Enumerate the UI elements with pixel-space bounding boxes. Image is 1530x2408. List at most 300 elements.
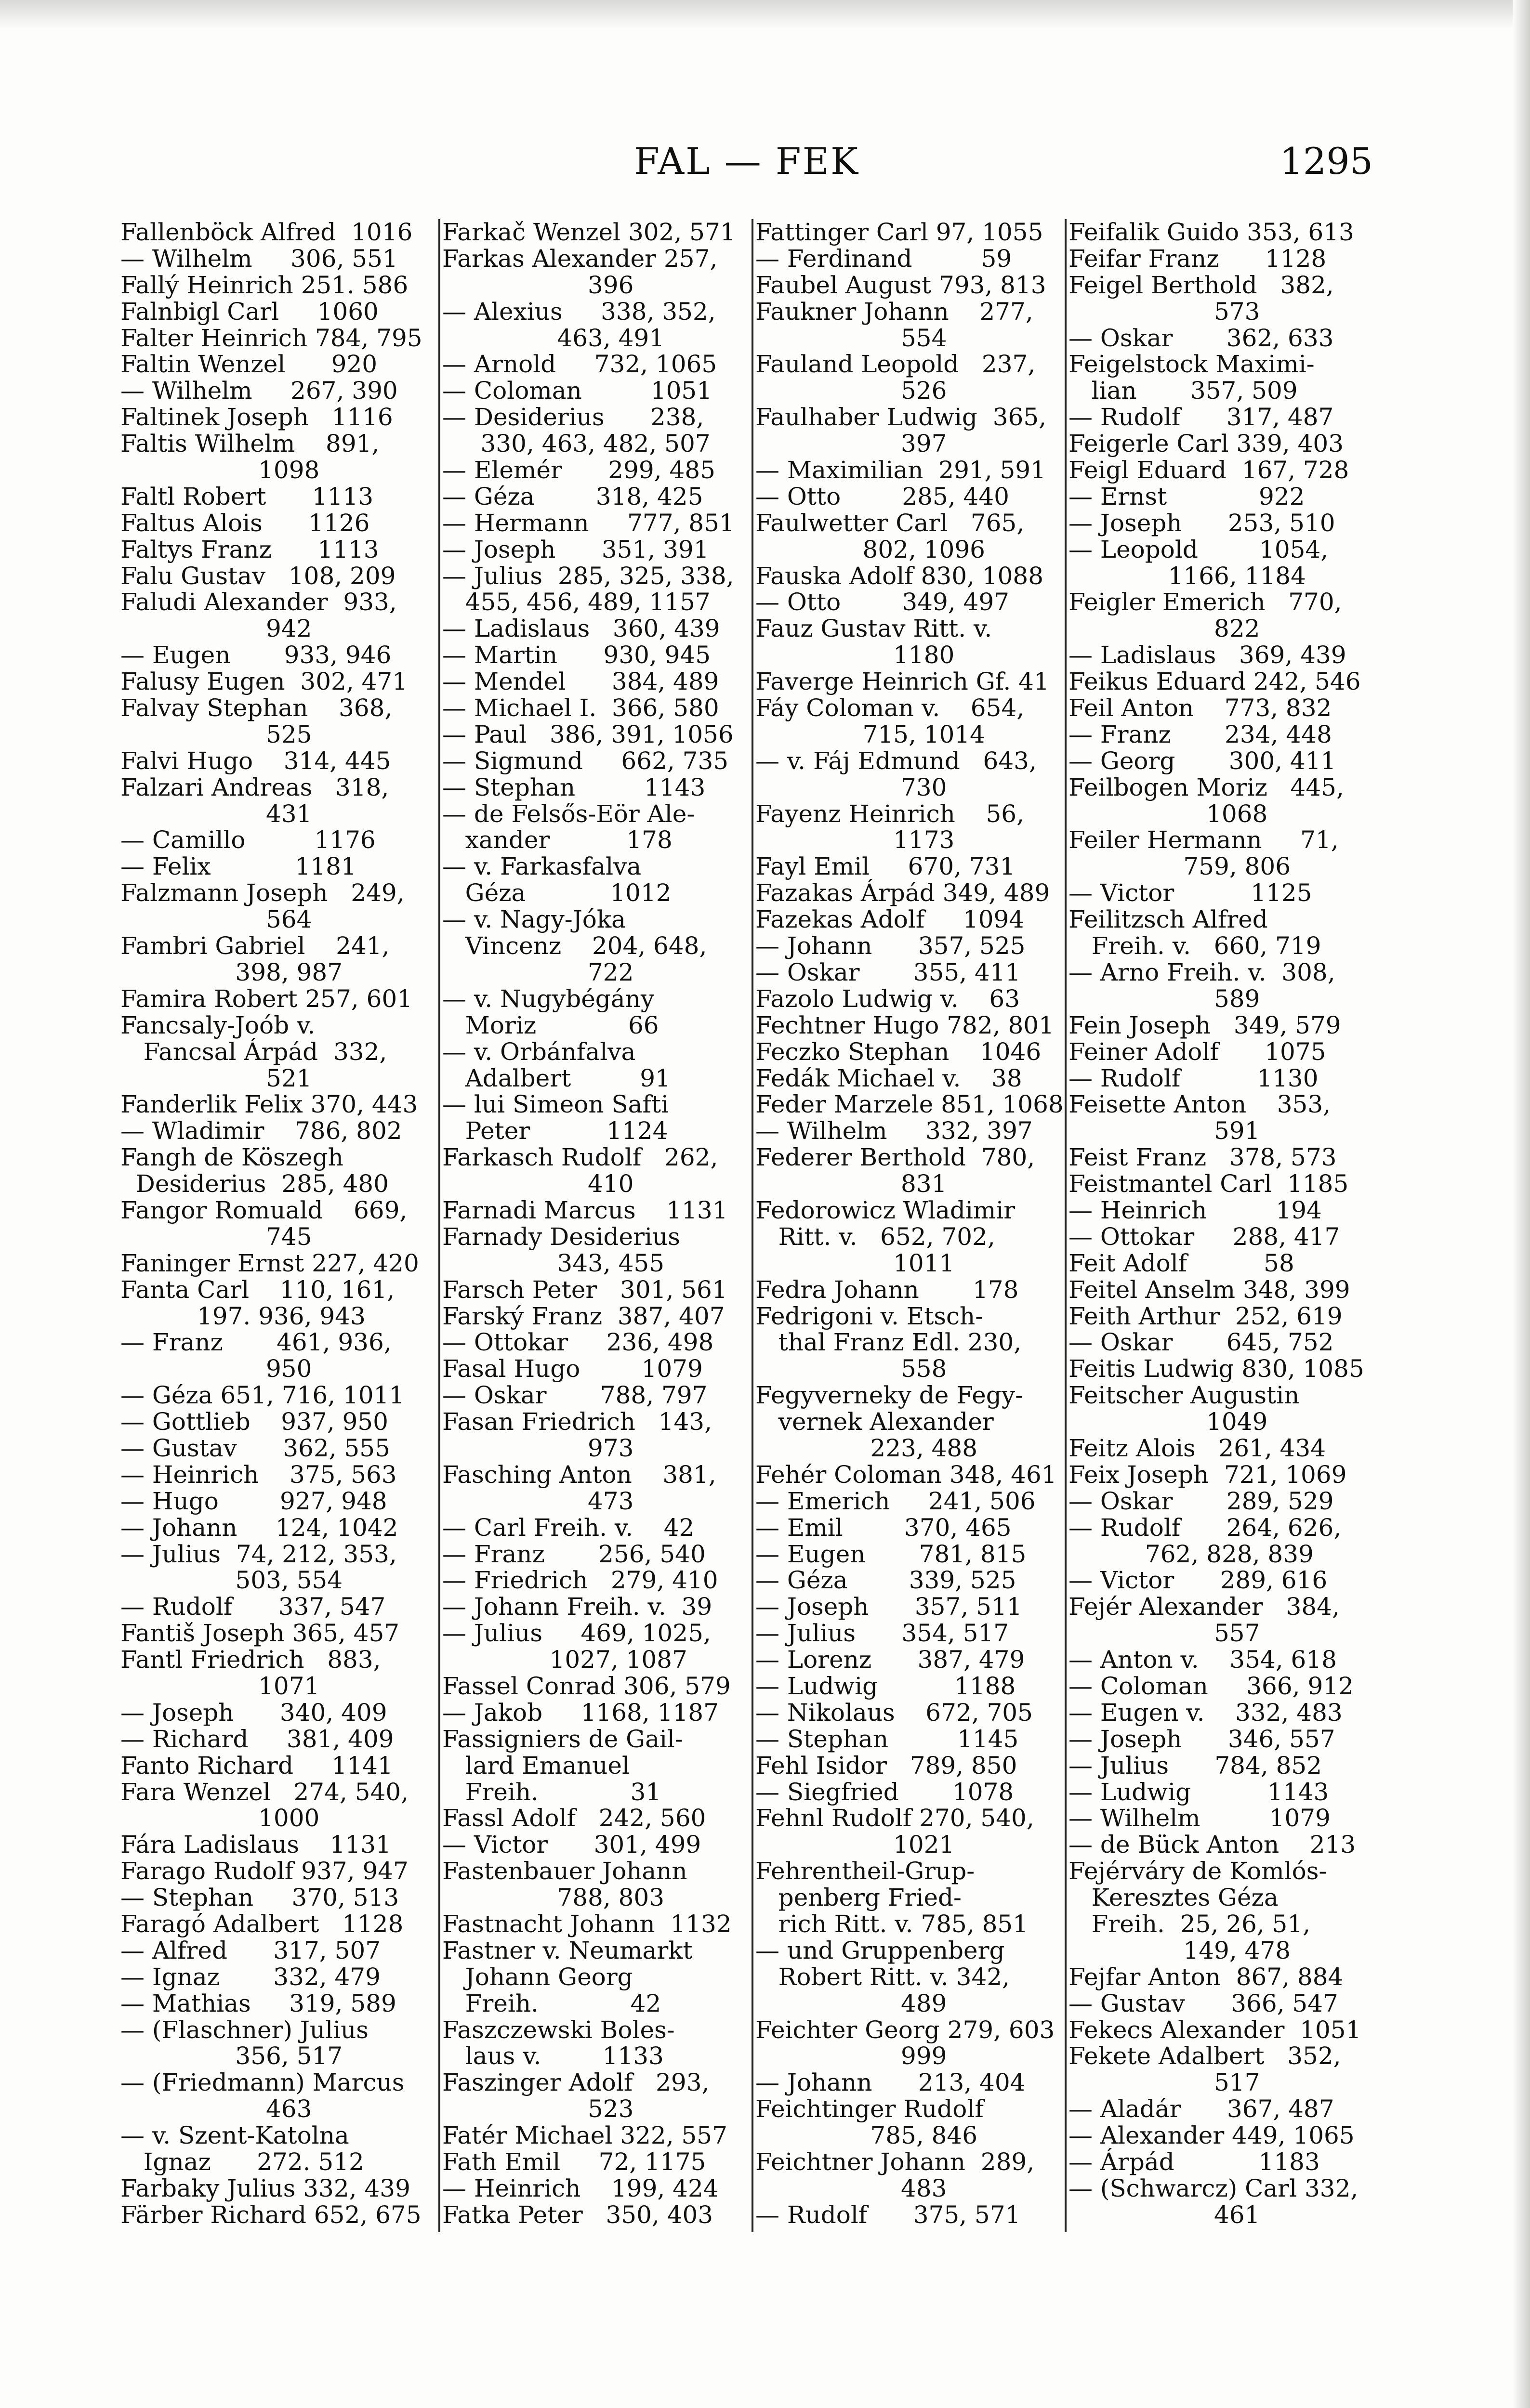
index-entry: Farkasch Rudolf 262, xyxy=(442,1143,718,1172)
index-entry: Famira Robert 257, 601 xyxy=(120,984,413,1013)
index-entry: Feikus Eduard 242, 546 xyxy=(1068,667,1361,696)
index-entry: — Heinrich 194 xyxy=(1068,1196,1322,1224)
index-entry: 461 xyxy=(1068,2200,1260,2229)
scan-edge xyxy=(0,0,1530,29)
index-entry: Feitscher Augustin xyxy=(1068,1381,1300,1410)
index-entry: Fallenböck Alfred 1016 xyxy=(120,218,413,246)
index-entry: Fauz Gustav Ritt. v. xyxy=(755,615,992,643)
index-entry: — Stephan 1145 xyxy=(755,1725,1019,1753)
index-entry: Feichter Georg 279, 603 xyxy=(755,2015,1055,2044)
index-entry: — Joseph 253, 510 xyxy=(1068,509,1335,537)
index-entry: — Julius 74, 212, 353, xyxy=(120,1540,397,1568)
index-entry: 1021 xyxy=(755,1831,955,1859)
index-entry: 431 xyxy=(120,799,312,828)
index-entry: Faukner Johann 277, xyxy=(755,297,1033,326)
index-entry: Fekete Adalbert 352, xyxy=(1068,2042,1341,2070)
index-entry: — Hermann 777, 851 xyxy=(442,509,735,537)
running-head: FAL — FEK xyxy=(634,140,859,183)
index-entry: — Coloman 1051 xyxy=(442,377,712,405)
index-entry: 573 xyxy=(1068,297,1260,326)
index-entry: — Ottokar 288, 417 xyxy=(1068,1222,1340,1251)
index-entry: — Oskar 362, 633 xyxy=(1068,324,1334,352)
index-entry: Fasal Hugo 1079 xyxy=(442,1355,703,1383)
index-entry: 197. 936, 943 xyxy=(120,1302,366,1330)
index-entry: Peter 1124 xyxy=(442,1117,668,1145)
index-entry: thal Franz Edl. 230, xyxy=(755,1328,1022,1357)
index-entry: Feix Joseph 721, 1069 xyxy=(1068,1460,1347,1489)
index-entry: rich Ritt. v. 785, 851 xyxy=(755,1910,1029,1938)
index-entry: Fambri Gabriel 241, xyxy=(120,932,390,960)
index-entry: — v. Orbánfalva xyxy=(442,1037,636,1066)
index-entry: 398, 987 xyxy=(120,958,343,986)
index-entry: — Gustav 362, 555 xyxy=(120,1434,390,1462)
index-entry: 554 xyxy=(755,324,947,352)
index-entry: — Maximilian 291, 591 xyxy=(755,456,1046,484)
index-entry: Faubel August 793, 813 xyxy=(755,271,1046,299)
index-entry: — Sigmund 662, 735 xyxy=(442,746,729,775)
index-entry: Ritt. v. 652, 702, xyxy=(755,1222,995,1251)
index-entry: Fein Joseph 349, 579 xyxy=(1068,1011,1341,1039)
index-entry: Fassel Conrad 306, 579 xyxy=(442,1672,731,1700)
index-entry: — Oskar 645, 752 xyxy=(1068,1328,1334,1357)
index-entry: 1068 xyxy=(1068,799,1268,828)
index-entry: Farkač Wenzel 302, 571 xyxy=(442,218,736,246)
index-entry: Fehl Isidor 789, 850 xyxy=(755,1751,1017,1780)
index-entry: Fallý Heinrich 251. 586 xyxy=(120,271,409,299)
index-entry: — Victor 1125 xyxy=(1068,879,1312,907)
index-entry: — Rudolf 337, 547 xyxy=(120,1593,386,1621)
index-entry: Faltus Alois 1126 xyxy=(120,509,370,537)
index-entry: — Michael I. 366, 580 xyxy=(442,694,719,722)
index-entry: Fatér Michael 322, 557 xyxy=(442,2121,727,2150)
index-entry: Freih. 31 xyxy=(442,1778,661,1806)
index-entry: 473 xyxy=(442,1487,634,1515)
index-entry: — Johann 124, 1042 xyxy=(120,1513,398,1542)
index-entry: — Felix 1181 xyxy=(120,852,356,881)
index-entry: — Alexander 449, 1065 xyxy=(1068,2121,1355,2150)
index-entry: Faszczewski Boles- xyxy=(442,2015,675,2044)
index-entry: — Franz 256, 540 xyxy=(442,1540,706,1568)
index-entry: — Hugo 927, 948 xyxy=(120,1487,387,1515)
index-entry: — v. Nugybégány xyxy=(442,984,655,1013)
index-entry: — Joseph 340, 409 xyxy=(120,1698,387,1727)
index-entry: — Joseph 346, 557 xyxy=(1068,1725,1335,1753)
index-entry: — Heinrich 199, 424 xyxy=(442,2174,719,2202)
index-entry: — Mendel 384, 489 xyxy=(442,667,719,696)
index-entry: lard Emanuel xyxy=(442,1751,630,1780)
index-entry: — Arnold 732, 1065 xyxy=(442,350,717,379)
index-entry: vernek Alexander xyxy=(755,1408,994,1436)
index-entry: Robert Ritt. v. 342, xyxy=(755,1963,1010,1991)
index-entry: — Eugen v. 332, 483 xyxy=(1068,1698,1343,1727)
index-entry: 463 xyxy=(120,2095,312,2123)
index-entry: 503, 554 xyxy=(120,1566,343,1595)
index-entry: — Ernst 922 xyxy=(1068,482,1305,510)
index-entry: Feichtinger Rudolf xyxy=(755,2095,984,2123)
index-entry: Johann Georg xyxy=(442,1963,633,1991)
index-entry: 1071 xyxy=(120,1672,320,1700)
index-entry: 715, 1014 xyxy=(755,720,985,748)
index-entry: — Wladimir 786, 802 xyxy=(120,1117,402,1145)
index-entry: 589 xyxy=(1068,984,1260,1013)
index-entry: Falvay Stephan 368, xyxy=(120,694,393,722)
index-entry: Farago Rudolf 937, 947 xyxy=(120,1857,409,1885)
index-entry: Fejér Alexander 384, xyxy=(1068,1593,1340,1621)
index-entry: — Julius 469, 1025, xyxy=(442,1619,711,1648)
column-divider xyxy=(438,219,440,2232)
index-entry: Feith Arthur 252, 619 xyxy=(1068,1302,1343,1330)
index-entry: Fazekas Adolf 1094 xyxy=(755,905,1025,934)
index-entry: Feiner Adolf 1075 xyxy=(1068,1037,1326,1066)
index-entry: 564 xyxy=(120,905,312,934)
index-entry: 942 xyxy=(120,615,312,643)
index-entry: Feifar Franz 1128 xyxy=(1068,244,1327,273)
index-entry: Fedrigoni v. Etsch- xyxy=(755,1302,984,1330)
index-entry: — Ludwig 1188 xyxy=(755,1672,1016,1700)
index-entry: — Emerich 241, 506 xyxy=(755,1487,1036,1515)
index-entry: 1000 xyxy=(120,1804,320,1832)
index-entry: 410 xyxy=(442,1170,634,1198)
column-4 xyxy=(1068,219,1371,2242)
index-entry: Falnbigl Carl 1060 xyxy=(120,297,379,326)
index-entry: — Otto 349, 497 xyxy=(755,588,1009,616)
index-entry: — Anton v. 354, 618 xyxy=(1068,1646,1337,1674)
index-entry: Faulhaber Ludwig 365, xyxy=(755,403,1047,432)
index-entry: Fejfar Anton 867, 884 xyxy=(1068,1963,1344,1991)
index-entry: — Friedrich 279, 410 xyxy=(442,1566,718,1595)
index-entry: 1180 xyxy=(755,641,955,669)
index-entry: Adalbert 91 xyxy=(442,1064,671,1092)
column-divider xyxy=(1065,219,1067,2232)
index-entry: 149, 478 xyxy=(1068,1936,1291,1964)
index-entry: Faverge Heinrich Gf. 41 xyxy=(755,667,1049,696)
index-entry: Feigel Berthold 382, xyxy=(1068,271,1334,299)
index-entry: 455, 456, 489, 1157 xyxy=(442,588,711,616)
index-entry: Feigl Eduard 167, 728 xyxy=(1068,456,1349,484)
index-entry: — Coloman 366, 912 xyxy=(1068,1672,1354,1700)
index-entry: Feilitzsch Alfred xyxy=(1068,905,1268,934)
index-entry: — Oskar 355, 411 xyxy=(755,958,1021,986)
index-entry: Fangh de Köszegh xyxy=(120,1143,343,1172)
index-entry: — Desiderius 238, xyxy=(442,403,704,432)
index-entry: — Mathias 319, 589 xyxy=(120,1989,396,2017)
index-entry: — Wilhelm 267, 390 xyxy=(120,377,398,405)
index-entry: Feigler Emerich 770, xyxy=(1068,588,1342,616)
index-entry: Desiderius 285, 480 xyxy=(120,1170,389,1198)
index-entry: Feist Franz 378, 573 xyxy=(1068,1143,1337,1172)
index-entry: Ignaz 272. 512 xyxy=(120,2148,364,2176)
page-number: 1295 xyxy=(1279,140,1373,183)
index-entry: — de Felsős-Eör Ale- xyxy=(442,799,695,828)
index-entry: Fehnl Rudolf 270, 540, xyxy=(755,1804,1034,1832)
index-entry: Fassigniers de Gail- xyxy=(442,1725,683,1753)
index-entry: Moriz 66 xyxy=(442,1011,659,1039)
index-entry: 759, 806 xyxy=(1068,852,1291,881)
index-entry: Farsch Peter 301, 561 xyxy=(442,1275,727,1304)
index-entry: — Alexius 338, 352, xyxy=(442,297,716,326)
index-entry: Keresztes Géza xyxy=(1068,1884,1279,1912)
index-entry: Faludi Alexander 933, xyxy=(120,588,397,616)
index-entry: Freih. v. 660, 719 xyxy=(1068,932,1321,960)
index-entry: Fastnacht Johann 1132 xyxy=(442,1910,732,1938)
index-entry: Feit Adolf 58 xyxy=(1068,1249,1294,1277)
index-entry: 788, 803 xyxy=(442,1884,665,1912)
index-entry: — Ludwig 1143 xyxy=(1068,1778,1329,1806)
index-entry: — Eugen 933, 946 xyxy=(120,641,392,669)
index-entry: Géza 1012 xyxy=(442,879,672,907)
index-entry: Fehér Coloman 348, 461 xyxy=(755,1460,1057,1489)
index-entry: Fauska Adolf 830, 1088 xyxy=(755,562,1044,590)
index-entry: — Rudolf 375, 571 xyxy=(755,2200,1021,2229)
index-entry: — Gustav 366, 547 xyxy=(1068,1989,1338,2017)
index-entry: — Richard 381, 409 xyxy=(120,1725,394,1753)
index-entry: 1098 xyxy=(120,456,320,484)
index-entry: — Arno Freih. v. 308, xyxy=(1068,958,1335,986)
index-entry: Faltis Wilhelm 891, xyxy=(120,430,380,458)
index-entry: — Wilhelm 306, 551 xyxy=(120,244,398,273)
index-entry: — Heinrich 375, 563 xyxy=(120,1460,397,1489)
index-entry: Falu Gustav 108, 209 xyxy=(120,562,396,590)
index-entry: Fanderlik Felix 370, 443 xyxy=(120,1090,418,1119)
index-entry: — Géza 651, 716, 1011 xyxy=(120,1381,405,1410)
index-entry: — Julius 784, 852 xyxy=(1068,1751,1322,1780)
index-entry: Faninger Ernst 227, 420 xyxy=(120,1249,419,1277)
index-entry: — v. Szent-Katolna xyxy=(120,2121,349,2150)
index-entry: Feiler Hermann 71, xyxy=(1068,826,1339,854)
index-entry: 973 xyxy=(442,1434,634,1462)
index-entry: Fantiš Joseph 365, 457 xyxy=(120,1619,400,1648)
index-entry: — (Flaschner) Julius xyxy=(120,2015,369,2044)
index-entry: — Emil 370, 465 xyxy=(755,1513,1012,1542)
index-entry: Freih. 25, 26, 51, xyxy=(1068,1910,1311,1938)
index-entry: Faltinek Joseph 1116 xyxy=(120,403,393,432)
index-entry: 483 xyxy=(755,2174,947,2202)
index-entry: Federer Berthold 780, xyxy=(755,1143,1035,1172)
index-entry: — v. Nagy-Jóka xyxy=(442,905,626,934)
index-entry: Fayl Emil 670, 731 xyxy=(755,852,1016,881)
index-entry: Feisette Anton 353, xyxy=(1068,1090,1331,1119)
index-entry: Fassl Adolf 242, 560 xyxy=(442,1804,706,1832)
index-entry: 525 xyxy=(120,720,312,748)
index-entry: Fejérváry de Komlós- xyxy=(1068,1857,1327,1885)
index-entry: — Stephan 1143 xyxy=(442,773,706,801)
index-entry: 523 xyxy=(442,2095,634,2123)
index-entry: penberg Fried- xyxy=(755,1884,962,1912)
index-entry: — Alfred 317, 507 xyxy=(120,1936,381,1964)
index-entry: lian 357, 509 xyxy=(1068,377,1298,405)
index-entry: — Elemér 299, 485 xyxy=(442,456,715,484)
index-entry: 356, 517 xyxy=(120,2042,343,2070)
index-entry: Falzmann Joseph 249, xyxy=(120,879,405,907)
index-entry: — Géza 318, 425 xyxy=(442,482,703,510)
index-entry: Feifalik Guido 353, 613 xyxy=(1068,218,1354,246)
index-entry: Fancsal Árpád 332, xyxy=(120,1037,387,1066)
index-entry: Fanta Carl 110, 161, xyxy=(120,1275,395,1304)
index-entry: — Wilhelm 1079 xyxy=(1068,1804,1331,1832)
page-header xyxy=(120,140,1373,193)
index-entry: 591 xyxy=(1068,1117,1260,1145)
index-entry: Feitis Ludwig 830, 1085 xyxy=(1068,1355,1364,1383)
index-entry: Färber Richard 652, 675 xyxy=(120,2200,422,2229)
index-entry: — Eugen 781, 815 xyxy=(755,1540,1027,1568)
index-entry: Feczko Stephan 1046 xyxy=(755,1037,1042,1066)
column-3 xyxy=(755,218,1064,2242)
index-entry: — Rudolf 1130 xyxy=(1068,1064,1319,1092)
index-entry: — de Bück Anton 213 xyxy=(1068,1831,1356,1859)
index-entry: 1173 xyxy=(755,826,955,854)
index-entry: — Victor 289, 616 xyxy=(1068,1566,1328,1595)
index-entry: — Géza 339, 525 xyxy=(755,1566,1016,1595)
index-entry: Fasching Anton 381, xyxy=(442,1460,716,1489)
index-entry: 722 xyxy=(442,958,634,986)
index-entry: Fancsaly-Joób v. xyxy=(120,1011,316,1039)
index-entry: Fattinger Carl 97, 1055 xyxy=(755,218,1043,246)
index-entry: 330, 463, 482, 507 xyxy=(442,430,711,458)
column-divider xyxy=(752,219,753,2232)
index-entry: Fath Emil 72, 1175 xyxy=(442,2148,706,2176)
index-entry: 822 xyxy=(1068,615,1260,643)
index-entry: Fechtner Hugo 782, 801 xyxy=(755,1011,1054,1039)
index-entry: Fekecs Alexander 1051 xyxy=(1068,2015,1361,2044)
index-entry: Farnady Desiderius xyxy=(442,1222,680,1251)
index-entry: Fáy Coloman v. 654, xyxy=(755,694,1025,722)
index-entry: 950 xyxy=(120,1355,312,1383)
index-entry: — Otto 285, 440 xyxy=(755,482,1009,510)
index-entry: — Nikolaus 672, 705 xyxy=(755,1698,1033,1727)
index-entry: Fazolo Ludwig v. 63 xyxy=(755,984,1020,1013)
index-entry: Fanto Richard 1141 xyxy=(120,1751,393,1780)
index-entry: — Wilhelm 332, 397 xyxy=(755,1117,1033,1145)
index-entry: 762, 828, 839 xyxy=(1068,1540,1314,1568)
index-entry: Faltl Robert 1113 xyxy=(120,482,374,510)
index-entry: — Martin 930, 945 xyxy=(442,641,711,669)
index-entry: 463, 491 xyxy=(442,324,665,352)
index-entry: — Johann 213, 404 xyxy=(755,2068,1026,2097)
index-entry: Fara Wenzel 274, 540, xyxy=(120,1778,409,1806)
index-entry: Fastenbauer Johann xyxy=(442,1857,687,1885)
index-entry: — Franz 461, 936, xyxy=(120,1328,392,1357)
index-entry: — Carl Freih. v. 42 xyxy=(442,1513,695,1542)
index-entry: — und Gruppenberg xyxy=(755,1936,1005,1964)
index-entry: Faulwetter Carl 765, xyxy=(755,509,1025,537)
index-entry: — v. Fáj Edmund 643, xyxy=(755,746,1037,775)
index-columns xyxy=(120,219,1373,2242)
index-entry: Fantl Friedrich 883, xyxy=(120,1646,381,1674)
index-entry: Feigerle Carl 339, 403 xyxy=(1068,430,1344,458)
index-entry: 517 xyxy=(1068,2068,1260,2097)
index-entry: — Joseph 357, 511 xyxy=(755,1593,1022,1621)
index-entry: Feitel Anselm 348, 399 xyxy=(1068,1275,1350,1304)
index-entry: — Aladár 367, 487 xyxy=(1068,2095,1334,2123)
index-entry: — (Schwarcz) Carl 332, xyxy=(1068,2174,1359,2202)
index-entry: Fedák Michael v. 38 xyxy=(755,1064,1022,1092)
column-2 xyxy=(442,219,745,2242)
index-entry: — Rudolf 264, 626, xyxy=(1068,1513,1342,1542)
spine-shadow xyxy=(1513,0,1530,2408)
index-entry: Fehrentheil-Grup- xyxy=(755,1857,975,1885)
index-entry: Falter Heinrich 784, 795 xyxy=(120,324,422,352)
column-1 xyxy=(120,219,423,2242)
index-entry: Feigelstock Maximi- xyxy=(1068,350,1315,379)
index-entry: — lui Simeon Safti xyxy=(442,1090,669,1119)
index-entry: 1027, 1087 xyxy=(442,1646,687,1674)
index-entry: Feichtner Johann 289, xyxy=(755,2148,1035,2176)
index-entry: laus v. 1133 xyxy=(442,2042,664,2070)
index-entry: Vincenz 204, 648, xyxy=(442,932,707,960)
index-entry: 557 xyxy=(1068,1619,1260,1648)
index-entry: — Leopold 1054, xyxy=(1068,535,1329,563)
index-entry: 831 xyxy=(755,1170,947,1198)
index-entry: — Camillo 1176 xyxy=(120,826,376,854)
index-entry: Fazakas Árpád 349, 489 xyxy=(755,879,1050,907)
index-entry: — Oskar 788, 797 xyxy=(442,1381,708,1410)
index-entry: — Victor 301, 499 xyxy=(442,1831,701,1859)
index-entry: Fedorowicz Wladimir xyxy=(755,1196,1016,1224)
index-entry: 730 xyxy=(755,773,947,801)
index-entry: — Ignaz 332, 479 xyxy=(120,1963,381,1991)
index-entry: 343, 455 xyxy=(442,1249,665,1277)
index-entry: 521 xyxy=(120,1064,312,1092)
index-entry: 489 xyxy=(755,1989,947,2017)
index-entry: Farbaky Julius 332, 439 xyxy=(120,2174,410,2202)
index-entry: Faltys Franz 1113 xyxy=(120,535,379,563)
index-entry: Fangor Romuald 669, xyxy=(120,1196,408,1224)
index-entry: Faragó Adalbert 1128 xyxy=(120,1910,404,1938)
index-entry: Faltin Wenzel 920 xyxy=(120,350,378,379)
index-entry: — Johann 357, 525 xyxy=(755,932,1026,960)
index-entry: — Ladislaus 360, 439 xyxy=(442,615,720,643)
index-entry: — v. Farkasfalva xyxy=(442,852,642,881)
index-entry: 223, 488 xyxy=(755,1434,978,1462)
index-entry: Fayenz Heinrich 56, xyxy=(755,799,1024,828)
index-entry: Faszinger Adolf 293, xyxy=(442,2068,710,2097)
index-entry: Fedra Johann 178 xyxy=(755,1275,1019,1304)
index-entry: — Lorenz 387, 479 xyxy=(755,1646,1025,1674)
index-entry: 802, 1096 xyxy=(755,535,985,563)
index-entry: — Joseph 351, 391 xyxy=(442,535,709,563)
index-entry: — Stephan 370, 513 xyxy=(120,1884,399,1912)
index-entry: — Siegfried 1078 xyxy=(755,1778,1014,1806)
index-entry: — Johann Freih. v. 39 xyxy=(442,1593,712,1621)
index-entry: Feistmantel Carl 1185 xyxy=(1068,1170,1349,1198)
index-entry: — (Friedmann) Marcus xyxy=(120,2068,405,2097)
index-entry: 558 xyxy=(755,1355,947,1383)
index-entry: Farský Franz 387, 407 xyxy=(442,1302,725,1330)
index-entry: Fastner v. Neumarkt xyxy=(442,1936,693,1964)
index-entry: 1166, 1184 xyxy=(1068,562,1306,590)
index-entry: xander 178 xyxy=(442,826,673,854)
index-entry: — Oskar 289, 529 xyxy=(1068,1487,1334,1515)
index-entry: Fauland Leopold 237, xyxy=(755,350,1036,379)
index-entry: Farnadi Marcus 1131 xyxy=(442,1196,728,1224)
index-entry: 397 xyxy=(755,430,947,458)
index-entry: Falzari Andreas 318, xyxy=(120,773,389,801)
index-entry: — Ladislaus 369, 439 xyxy=(1068,641,1346,669)
index-entry: — Árpád 1183 xyxy=(1068,2148,1320,2176)
index-entry: — Rudolf 317, 487 xyxy=(1068,403,1334,432)
index-entry: Fára Ladislaus 1131 xyxy=(120,1831,391,1859)
index-entry: — Jakob 1168, 1187 xyxy=(442,1698,719,1727)
index-entry: — Georg 300, 411 xyxy=(1068,746,1336,775)
index-entry: Feil Anton 773, 832 xyxy=(1068,694,1332,722)
index-entry: Feilbogen Moriz 445, xyxy=(1068,773,1344,801)
index-entry: 999 xyxy=(755,2042,947,2070)
index-entry: — Franz 234, 448 xyxy=(1068,720,1332,748)
index-entry: 526 xyxy=(755,377,947,405)
index-entry: — Paul 386, 391, 1056 xyxy=(442,720,734,748)
index-entry: Farkas Alexander 257, xyxy=(442,244,718,273)
index-entry: 745 xyxy=(120,1222,312,1251)
